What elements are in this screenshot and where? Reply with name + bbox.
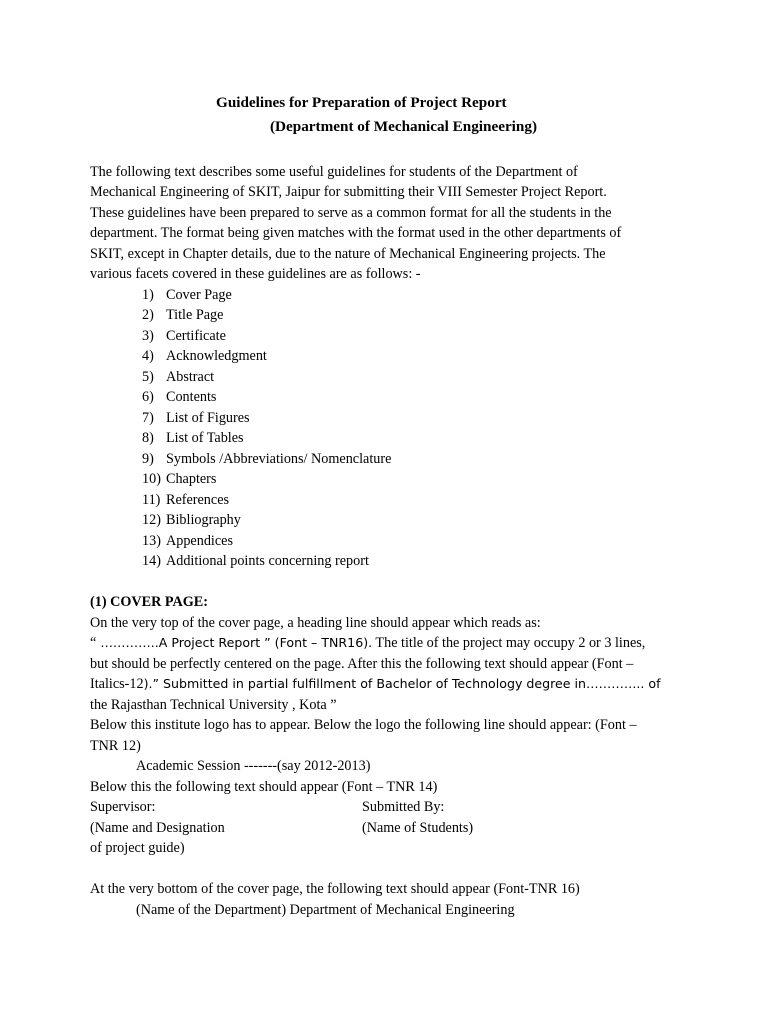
paragraph-text: The title of the project may occupy 2 or 3 lines, xyxy=(372,635,646,651)
document-subtitle: (Department of Mechanical Engineering) xyxy=(270,118,537,135)
list-number: 14) xyxy=(142,553,161,569)
list-number: 7) xyxy=(142,410,154,426)
list-label: List of Figures xyxy=(166,410,250,426)
intro-line: The following text describes some useful guidelines for students of the Department of xyxy=(90,164,578,180)
list-label: Additional points concerning report xyxy=(166,553,369,569)
list-number: 9) xyxy=(142,451,154,467)
list-label: Abstract xyxy=(166,369,215,385)
paragraph-line xyxy=(90,633,645,653)
project-guide: of project guide) xyxy=(90,840,185,856)
list-number: 8) xyxy=(142,430,154,446)
list-label: Acknowledgment xyxy=(166,348,267,364)
list-number: 13) xyxy=(142,533,161,549)
project-report-sample: …………..A Project Report ” (Font – TNR16). xyxy=(96,635,373,650)
list-label: Contents xyxy=(166,389,217,405)
paragraph-line: TNR 12) xyxy=(90,738,141,754)
list-number: 1) xyxy=(142,287,154,303)
intro-line: various facets covered in these guidelines are as follows: - xyxy=(90,266,421,282)
list-number: 12) xyxy=(142,512,161,528)
paragraph-line xyxy=(90,674,661,694)
document-title: Guidelines for Preparation of Project Report xyxy=(216,94,507,111)
list-label: Cover Page xyxy=(166,287,232,303)
submitted-by-label: Submitted By: xyxy=(362,799,445,815)
paragraph-line: the Rajasthan Technical University , Kota ” xyxy=(90,697,337,713)
submission-sample: ).” Submitted in partial fulfillment of Bachelor of Technology degree in………….. of xyxy=(143,676,661,691)
list-number: 10) xyxy=(142,471,161,487)
list-number: 3) xyxy=(142,328,154,344)
list-label: Symbols /Abbreviations/ Nomenclature xyxy=(166,451,392,467)
intro-line: SKIT, except in Chapter details, due to the nature of Mechanical Engineering projects. The xyxy=(90,246,606,262)
list-label: Chapters xyxy=(166,471,217,487)
list-number: 6) xyxy=(142,389,154,405)
intro-line: Mechanical Engineering of SKIT, Jaipur for submitting their VIII Semester Project Report. xyxy=(90,184,607,200)
intro-line: These guidelines have been prepared to serve as a common format for all the students in the xyxy=(90,205,612,221)
list-label: Appendices xyxy=(166,533,233,549)
paragraph-line: Below this the following text should appear (Font – TNR 14) xyxy=(90,779,438,795)
list-number: 5) xyxy=(142,369,154,385)
list-label: List of Tables xyxy=(166,430,244,446)
name-students: (Name of Students) xyxy=(362,820,474,836)
academic-session: Academic Session -------(say 2012-2013) xyxy=(136,758,371,774)
list-label: Title Page xyxy=(166,307,224,323)
list-number: 2) xyxy=(142,307,154,323)
department-line: (Name of the Department) Department of Mechanical Engineering xyxy=(136,902,515,918)
list-label: Certificate xyxy=(166,328,226,344)
list-number: 11) xyxy=(142,492,161,508)
paragraph-line: but should be perfectly centered on the page. After this the following text should appear (Font – xyxy=(90,656,634,672)
list-label: References xyxy=(166,492,230,508)
paragraph-line: On the very top of the cover page, a heading line should appear which reads as: xyxy=(90,615,541,631)
list-number: 4) xyxy=(142,348,154,364)
paragraph-line: At the very bottom of the cover page, the following text should appear (Font-TNR 16) xyxy=(90,881,580,897)
intro-line: department. The format being given matches with the format used in the other departments of xyxy=(90,225,622,241)
quote-mark: “ xyxy=(90,635,97,651)
list-label: Bibliography xyxy=(166,512,241,528)
supervisor-label: Supervisor: xyxy=(90,799,156,815)
section-heading: (1) COVER PAGE: xyxy=(90,594,208,610)
paragraph-line: Below this institute logo has to appear. Below the logo the following line should appear: (Font – xyxy=(90,717,637,733)
name-designation: (Name and Designation xyxy=(90,820,225,836)
paragraph-text: Italics-12 xyxy=(90,676,144,692)
